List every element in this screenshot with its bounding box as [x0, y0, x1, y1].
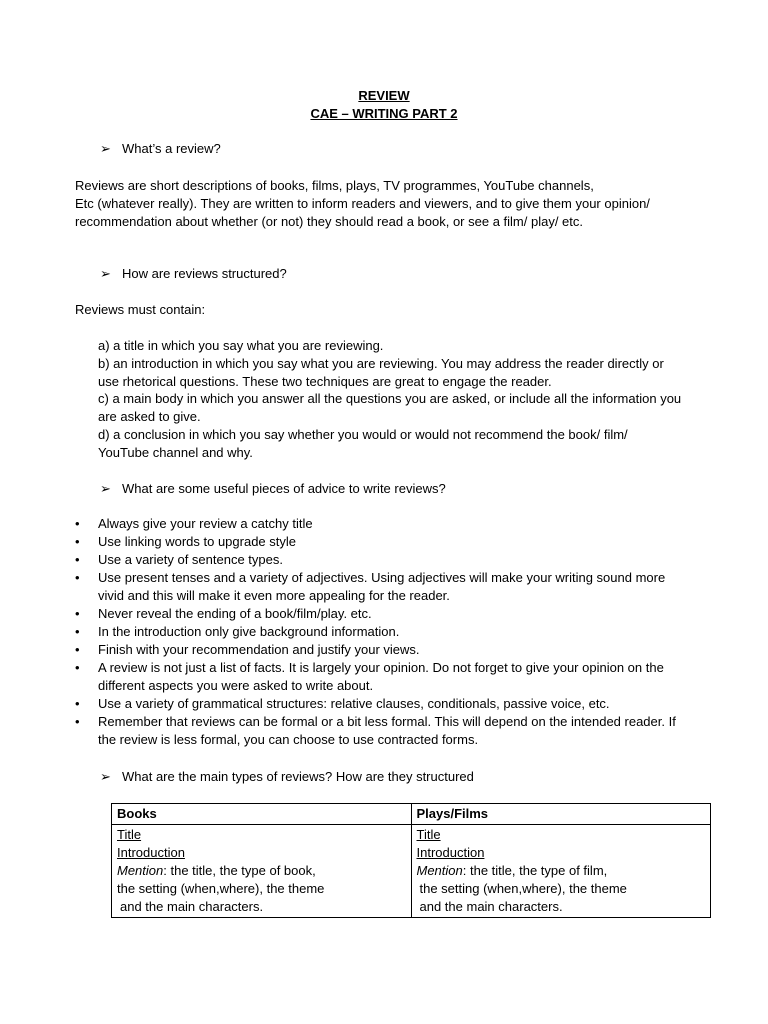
cell-title-label: Title: [117, 827, 142, 842]
list-item-text: Use a variety of sentence types.: [98, 552, 283, 567]
bullet-icon: •: [75, 534, 80, 549]
review-types-table: [111, 803, 711, 918]
bullet-icon: •: [75, 642, 80, 657]
list-item: [75, 533, 745, 551]
bullet-icon: •: [75, 660, 80, 675]
document-subtitle: CAE – WRITING PART 2: [310, 106, 458, 121]
paragraph-line: recommendation about whether (or not) they should read a book, or see a film/ play/ etc.: [75, 214, 583, 229]
paragraph-line: Reviews are short descriptions of books, films, plays, TV programmes, YouTube channels,: [75, 178, 594, 193]
arrow-bullet-icon: ➢: [100, 769, 111, 784]
bullet-icon: •: [75, 552, 80, 567]
list-item: [75, 695, 745, 713]
section-heading-types: [100, 768, 474, 786]
mention-text: : the title, the type of book,: [163, 863, 316, 878]
structure-line: are asked to give.: [98, 409, 201, 424]
paragraph-intro: Reviews must contain:: [75, 302, 206, 317]
cell-line: the setting (when,where), the theme: [419, 881, 627, 896]
section-heading-what-is-review: [100, 140, 221, 158]
section-heading-advice: [100, 480, 446, 498]
heading-text: What are the main types of reviews? How are they structured: [122, 769, 474, 784]
cell-mention-line: [117, 862, 406, 880]
heading-text: What’s a review?: [122, 141, 221, 156]
list-item-text: Use present tenses and a variety of adjectives. Using adjectives will make your writing sound more: [98, 570, 666, 585]
structure-line: d) a conclusion in which you say whether you would or would not recommend the book/ film/: [98, 427, 628, 442]
list-item: [75, 641, 745, 659]
structure-line: a) a title in which you say what you are reviewing.: [98, 338, 384, 353]
advice-list: [75, 515, 745, 749]
heading-text: How are reviews structured?: [122, 266, 287, 281]
arrow-bullet-icon: ➢: [100, 481, 111, 496]
bullet-icon: •: [75, 696, 80, 711]
cell-title-label: Title: [416, 827, 441, 842]
table-header-books: Books: [112, 804, 412, 825]
heading-text: What are some useful pieces of advice to write reviews?: [122, 481, 446, 496]
list-item: [75, 515, 745, 533]
list-item-text: Remember that reviews can be formal or a bit less formal. This will depend on the intended reader. If: [98, 714, 676, 729]
structure-line: use rhetorical questions. These two techniques are great to engage the reader.: [98, 374, 552, 389]
section-heading-structure: [100, 265, 287, 283]
table-header-plays-films: Plays/Films: [411, 804, 711, 825]
bullet-icon: •: [75, 570, 80, 585]
paragraph-line: Etc (whatever really). They are written to inform readers and viewers, and to give them your opinion/: [75, 196, 650, 211]
bullet-icon: •: [75, 714, 80, 729]
table-cell-books: [112, 825, 412, 918]
cell-line: and the main characters.: [120, 899, 264, 914]
bullet-icon: •: [75, 516, 80, 531]
structure-line: c) a main body in which you answer all the questions you are asked, or include all the information you: [98, 391, 682, 406]
document-title: REVIEW: [358, 88, 410, 103]
cell-mention-line: [417, 862, 706, 880]
arrow-bullet-icon: ➢: [100, 141, 111, 156]
table-cell-plays-films: [411, 825, 711, 918]
table-header-row: [112, 804, 711, 825]
mention-text: : the title, the type of film,: [462, 863, 608, 878]
mention-label: Mention: [416, 863, 463, 878]
list-item: [75, 623, 745, 641]
list-item-text: Never reveal the ending of a book/film/play. etc.: [98, 606, 372, 621]
cell-introduction-label: Introduction: [416, 845, 485, 860]
bullet-icon: •: [75, 606, 80, 621]
list-item: [75, 569, 745, 605]
mention-label: Mention: [117, 863, 164, 878]
list-item: [75, 551, 745, 569]
list-item-text: Always give your review a catchy title: [98, 516, 313, 531]
arrow-bullet-icon: ➢: [100, 266, 111, 281]
list-item-text: Use a variety of grammatical structures: relative clauses, conditionals, passive voice, etc.: [98, 696, 610, 711]
list-item-text: different aspects you were asked to write about.: [98, 678, 374, 693]
list-item: [75, 713, 745, 749]
list-item: [75, 605, 745, 623]
cell-line: and the main characters.: [419, 899, 563, 914]
list-item-text: vivid and this will make it even more appealing for the reader.: [98, 588, 450, 603]
cell-introduction-label: Introduction: [117, 845, 185, 860]
table-row: [112, 825, 711, 918]
list-item: [75, 659, 745, 695]
list-item-text: A review is not just a list of facts. It is largely your opinion. Do not forget to give your opinion on the: [98, 660, 664, 675]
list-item-text: Finish with your recommendation and justify your views.: [98, 642, 420, 657]
list-item-text: Use linking words to upgrade style: [98, 534, 296, 549]
cell-line: the setting (when,where), the theme: [117, 881, 325, 896]
structure-line: YouTube channel and why.: [98, 445, 253, 460]
list-item-text: In the introduction only give background information.: [98, 624, 400, 639]
structure-line: b) an introduction in which you say what you are reviewing. You may address the reader directly or: [98, 356, 664, 371]
list-item-text: the review is less formal, you can choose to use contracted forms.: [98, 732, 479, 747]
bullet-icon: •: [75, 624, 80, 639]
